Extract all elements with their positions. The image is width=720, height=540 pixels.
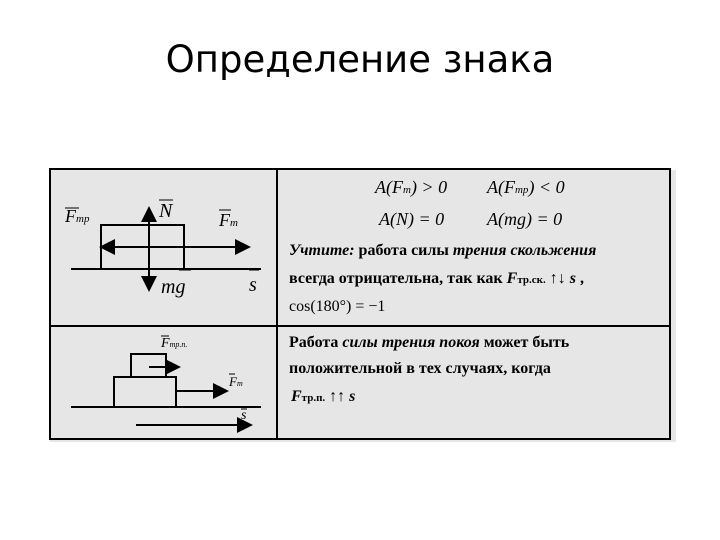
- static-line-3: Fтр.п. ↑↑ s: [291, 388, 356, 405]
- diagram-sliding-friction: [51, 170, 277, 325]
- label-normal: N: [159, 200, 173, 222]
- static-line-1: Работа силы трения покоя может быть: [289, 334, 570, 351]
- slide-title: Определение знака: [165, 38, 555, 81]
- label-gravity: mg: [161, 276, 186, 298]
- note-line-2: всегда отрицательна, так как Fтр.ск. ↑↓ s ,: [289, 270, 584, 287]
- label-displacement: s: [249, 274, 257, 296]
- physics-table: [49, 168, 671, 440]
- formula-work-friction: A(Fтр) < 0: [487, 177, 565, 197]
- note-line-3: cos(180°) = −1: [289, 298, 386, 315]
- label-ft: Fт: [229, 374, 243, 389]
- static-line-2: положительной в тех случаях, когда: [289, 360, 551, 377]
- label-f-friction: Fтр: [65, 206, 90, 226]
- formula-work-normal: A(N) = 0: [379, 209, 445, 229]
- label-displacement-2: s: [241, 408, 247, 423]
- note-line-1: Учтите: работа силы трения скольжения: [289, 242, 597, 259]
- lower-block: [114, 377, 176, 407]
- formula-work-thrust: A(Fт) > 0: [375, 177, 448, 197]
- formula-work-gravity: A(mg) = 0: [487, 209, 563, 229]
- label-f-static: Fтр.п.: [161, 336, 188, 351]
- upper-block: [131, 354, 166, 377]
- label-f-thrust: Fт: [219, 210, 238, 230]
